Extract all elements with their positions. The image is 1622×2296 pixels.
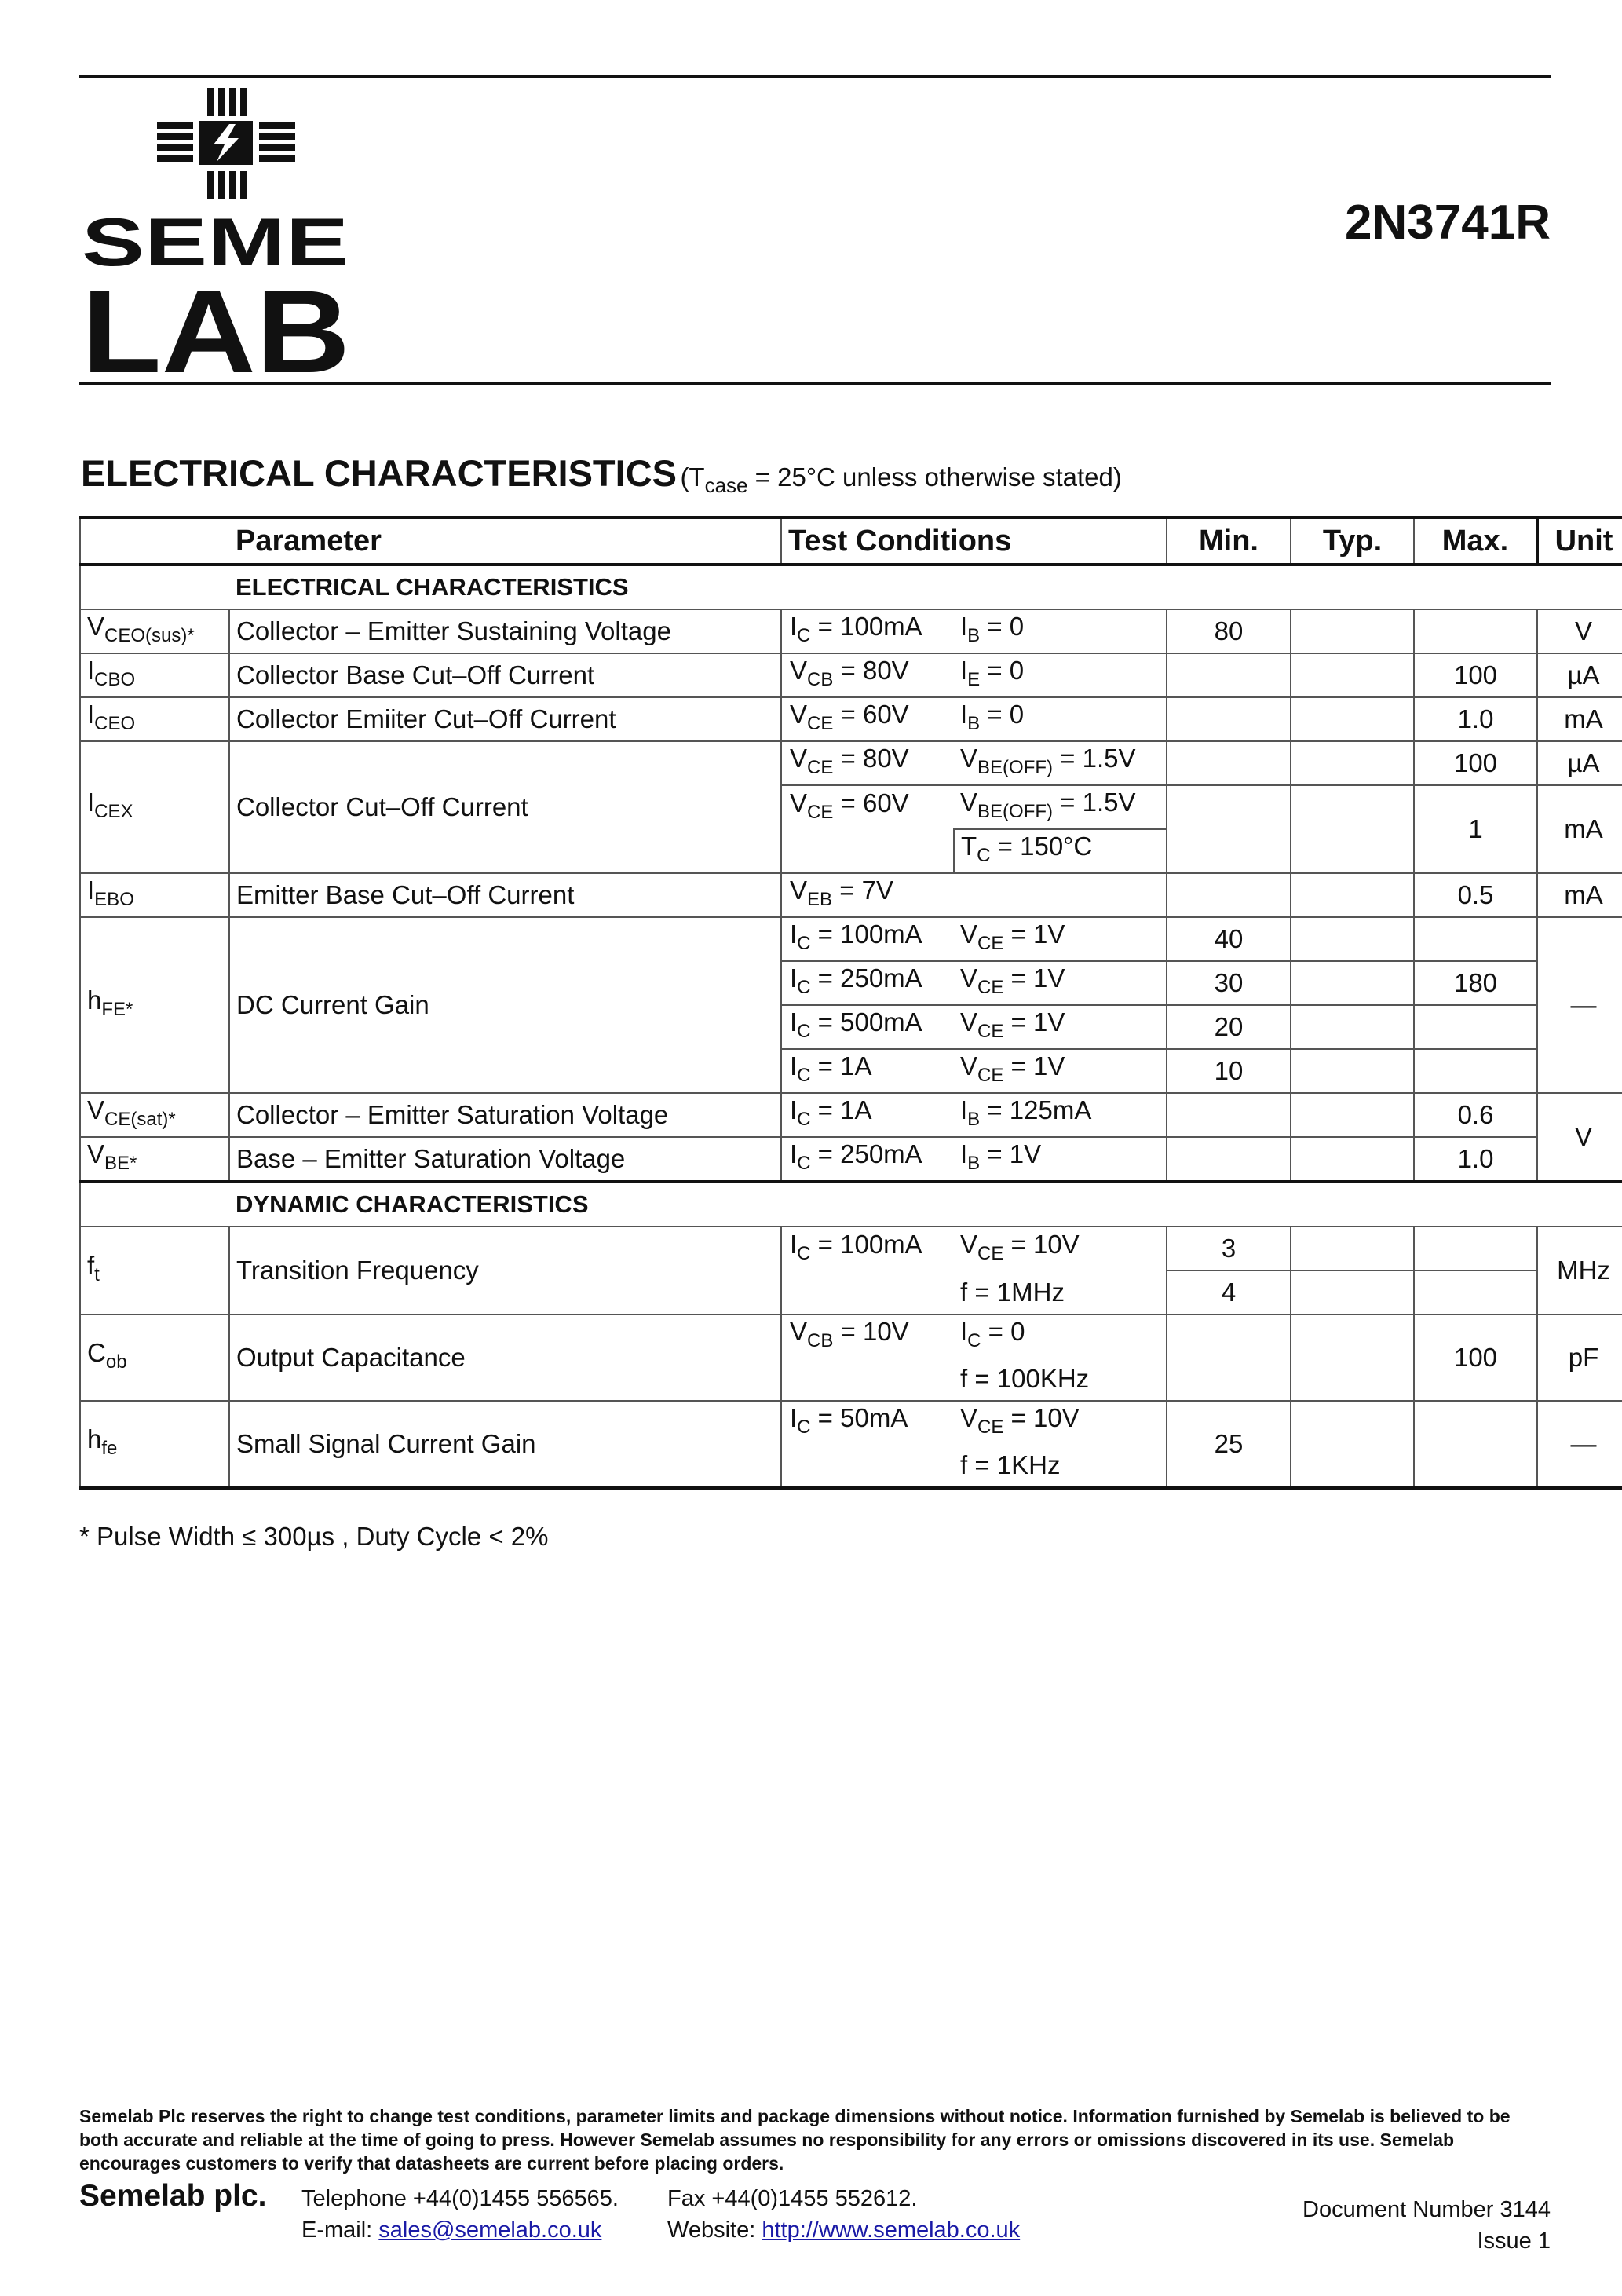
table-row: $V_{BE*}$ Base – Emitter Saturation Voltage $I_C = 250mA$ $I_B = 1V$ 1.0 — [80, 1137, 1622, 1182]
section-heading — [81, 452, 1122, 498]
header-typ: Typ. — [1291, 517, 1414, 565]
table-row: $T_C = 150^\circ C$ — [80, 829, 1622, 873]
part-number: 2N3741R — [1345, 196, 1551, 250]
company-name: Semelab plc. — [79, 2179, 267, 2213]
telephone: Telephone +44(0)1455 556565. — [301, 2186, 619, 2211]
footnote: * Pulse Width ≤ 300µs , Duty Cycle < 2% — [79, 1522, 549, 1551]
table-row: $I_{EBO}$ Emitter Base Cut–Off Current $V_{EB} = 7V$ 0.5 mA — [80, 873, 1622, 917]
table-row: f = 100KHz — [80, 1358, 1622, 1401]
table-row: $I_C = 1A$ $V_{CE} = 1V$ 10 — [80, 1049, 1622, 1093]
table-row: $C_{ob}$ Output Capacitance $V_{CB} = 10V$ $I_C = 0$ 100 pF — [80, 1314, 1622, 1358]
header-unit: Unit — [1537, 517, 1622, 565]
table-row: $I_{CEX}$ Collector Cut–Off Current $V_{CE} = 80V$ $V_{BE(OFF)} = 1.5V$ 100 µA — [80, 741, 1622, 785]
website-link[interactable]: http://www.semelab.co.uk — [762, 2217, 1021, 2243]
logo-text-lab: LAB — [82, 265, 350, 377]
table-row: f = 1MHz 4 — [80, 1270, 1622, 1314]
table-row: $V_{CEO(sus)*}$ Collector – Emitter Sustaining Voltage $I_C = 100mA$ $I_B = 0$ 80 V — [80, 609, 1622, 653]
section-title: ELECTRICAL CHARACTERISTICS — [81, 452, 677, 494]
table-row: $f_t$ Transition Frequency $I_C = 100mA$ $V_{CE} = 10V$ 3 MHz — [80, 1227, 1622, 1270]
header-test-conditions: Test Conditions — [781, 517, 1167, 565]
header-parameter: Parameter — [229, 517, 781, 565]
header-max: Max. — [1414, 517, 1537, 565]
website: Website: http://www.semelab.co.uk — [667, 2217, 1021, 2243]
table-row: $I_{CEO}$ Collector Emiiter Cut–Off Current $V_{CE} = 60V$ $I_B = 0$ 1.0 mA — [80, 697, 1622, 741]
issue: Issue 1 — [1477, 2228, 1551, 2254]
logo-text-seme: SEME — [82, 205, 349, 280]
section-electrical: ELECTRICAL CHARACTERISTICS — [229, 565, 1537, 609]
document-info — [1302, 2194, 1551, 2257]
header-bottom-rule — [79, 382, 1551, 385]
table-row: $V_{CE} = 60V$ $V_{BE(OFF)} = 1.5V$ 1 mA — [80, 785, 1622, 829]
table-row: $h_{fe}$ Small Signal Current Gain $I_C = 50mA$ $V_{CE} = 10V$ 25 — — [80, 1401, 1622, 1444]
table-row: f = 1KHz — [80, 1444, 1622, 1488]
semelab-logo — [82, 85, 353, 377]
table-row: $h_{FE*}$ DC Current Gain $I_C = 100mA$ $V_{CE} = 1V$ 40 — — [80, 917, 1622, 961]
header-min: Min. — [1167, 517, 1291, 565]
disclaimer: Semelab Plc reserves the right to change test conditions, parameter limits and package dimensions without notice. Information furnished by Semelab is believed to be both accurate and reliable at the time of going to press. However Semelab assumes no responsibility for any errors or omissions discovered in its use. Semelab encourages customers to verify that datasheets are current before placing orders. — [79, 2106, 1511, 2174]
top-rule — [79, 75, 1551, 78]
table-row: $I_C = 250mA$ $V_{CE} = 1V$ 30 180 — [80, 961, 1622, 1005]
section-condition: ($T_{case} = 25^\circ C$ unless otherwise stated) — [680, 462, 1122, 497]
table-row: $V_{CE(sat)*}$ Collector – Emitter Saturation Voltage $I_C = 1A$ $I_B = 125mA$ 0.6 V — [80, 1093, 1622, 1137]
section-dynamic: DYNAMIC CHARACTERISTICS — [229, 1182, 1537, 1227]
document-number: Document Number 3144 — [1302, 2197, 1551, 2222]
electrical-characteristics-table — [79, 516, 1622, 1490]
email-link[interactable]: sales@semelab.co.uk — [378, 2217, 602, 2243]
email: E-mail: sales@semelab.co.uk — [301, 2217, 602, 2243]
table-row: $I_C = 500mA$ $V_{CE} = 1V$ 20 — [80, 1005, 1622, 1049]
header-symbol — [80, 517, 229, 565]
table-row: $I_{CBO}$ Collector Base Cut–Off Current $V_{CB} = 80V$ $I_E = 0$ 100 µA — [80, 653, 1622, 697]
param-desc: Collector – Emitter Sustaining Voltage — [229, 609, 781, 653]
fax: Fax +44(0)1455 552612. — [667, 2186, 918, 2211]
